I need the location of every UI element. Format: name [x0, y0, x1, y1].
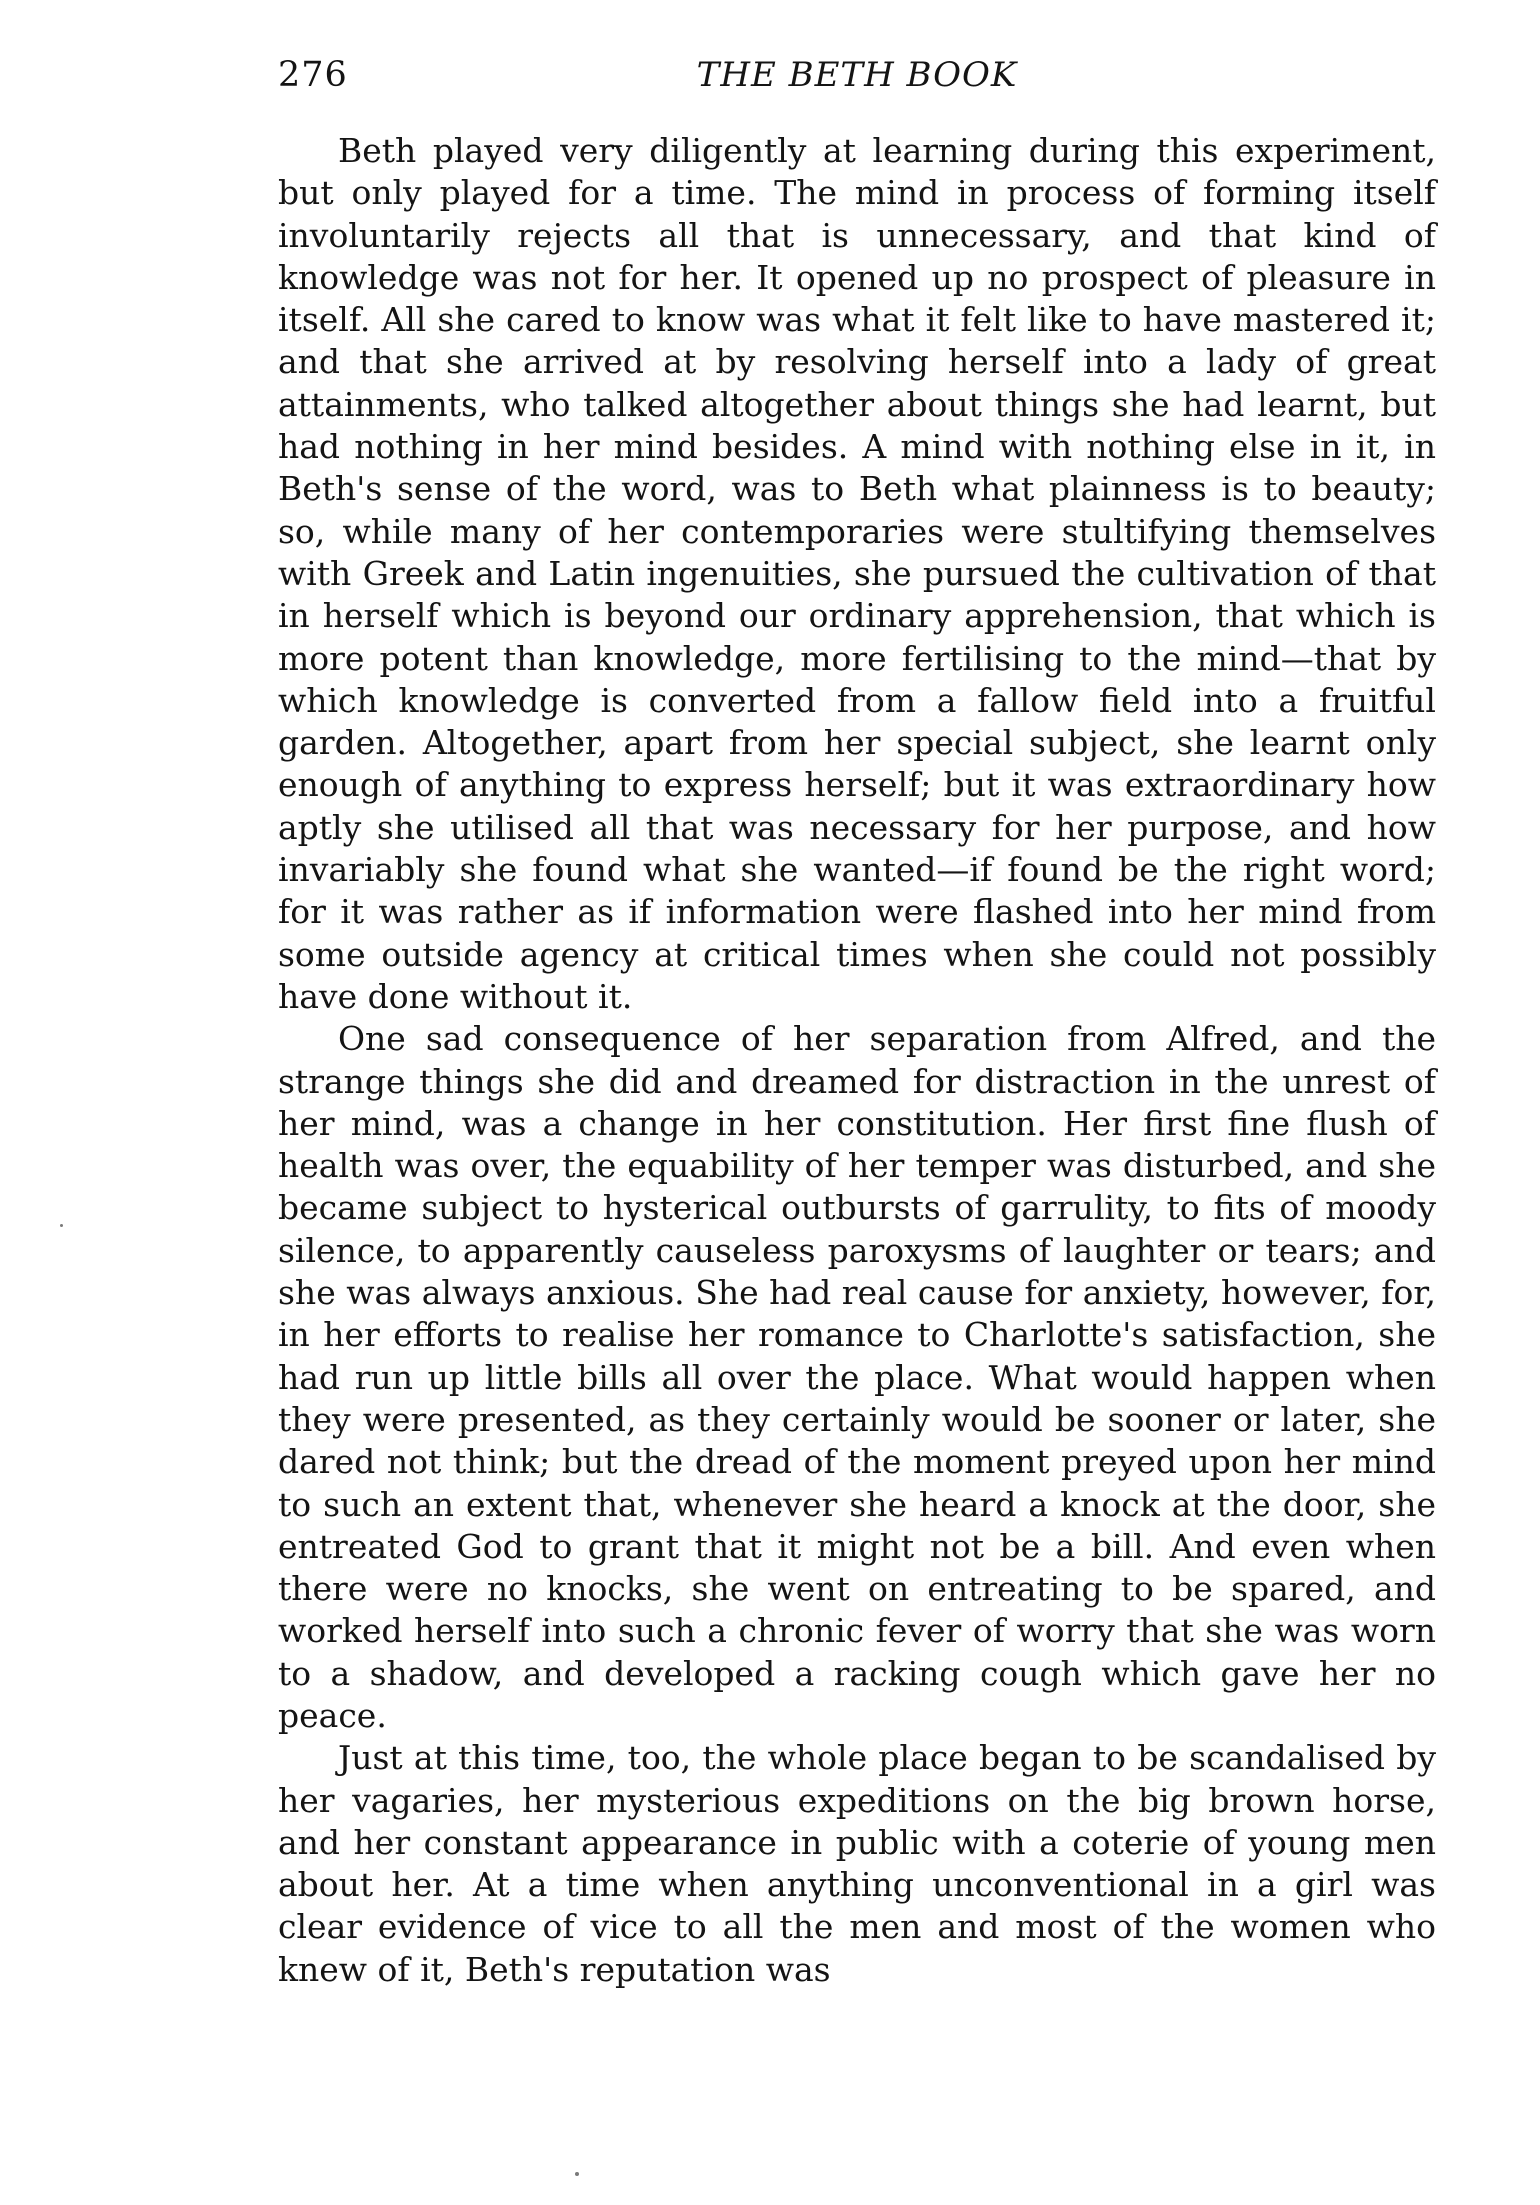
page-number: 276 — [278, 55, 348, 95]
paragraph: One sad consequence of her separation from Alfred, and the strange things she did and dreamed for distraction in the unrest of her mind, was a change in her constitution. Her first fine flush of health was over, the equability of her temper was disturbed, and she became subject to hysterical outbursts of garrulity, to fits of moody silence, to apparently causeless paroxysms of laughter or tears; and she was always anxious. She had real cause for anxiety, however, for, in her efforts to realise her romance to Charlotte's satisfaction, she had run up little bills all over the place. What would happen when they were presented, as they certainly would be sooner or later, she dared not think; but the dread of the moment preyed upon her mind to such an extent that, whenever she heard a knock at the door, she entreated God to grant that it might not be a bill. And even when there were no knocks, she went on entreating to be spared, and worked herself into such a chronic fever of worry that she was worn to a shadow, and developed a racking cough which gave her no peace. — [278, 1019, 1436, 1735]
running-head — [278, 52, 1436, 98]
scan-speck — [60, 1224, 63, 1227]
paragraph: Beth played very diligently at learning during this experiment, but only played for a time. The mind in process of forming itself involuntarily rejects all that is unnecessary, and that kind of knowledge was not for her. It opened up no prospect of pleasure in itself. All she cared to know was what it felt like to have mastered it; and that she arrived at by resolving herself into a lady of great attainments, who talked altogether about things she had learnt, but had nothing in her mind besides. A mind with nothing else in it, in Beth's sense of the word, was to Beth what plainness is to beauty; so, while many of her contemporaries were stultifying themselves with Greek and Latin ingenuities, she pursued the cultivation of that in herself which is beyond our ordinary apprehension, that which is more potent than knowledge, more fertilising to the mind—that by which knowledge is converted from a fallow field into a fruitful garden. Altogether, apart from her special subject, she learnt only enough of anything to express herself; but it was extraordinary how aptly she utilised all that was necessary for her purpose, and how invariably she found what she wanted—if found be the right word; for it was rather as if information were flashed into her mind from some outside agency at critical times when she could not possibly have done without it. — [278, 131, 1436, 1016]
body-text — [278, 130, 1436, 1991]
scan-speck — [575, 2172, 579, 2176]
paragraph: Just at this time, too, the whole place began to be scandalised by her vagaries, her mysterious expeditions on the big brown horse, and her constant appearance in public with a coterie of young men about her. At a time when anything unconventional in a girl was clear evidence of vice to all the men and most of the women who knew of it, Beth's reputation was — [278, 1738, 1436, 1989]
running-title: THE BETH BOOK — [696, 55, 1018, 95]
